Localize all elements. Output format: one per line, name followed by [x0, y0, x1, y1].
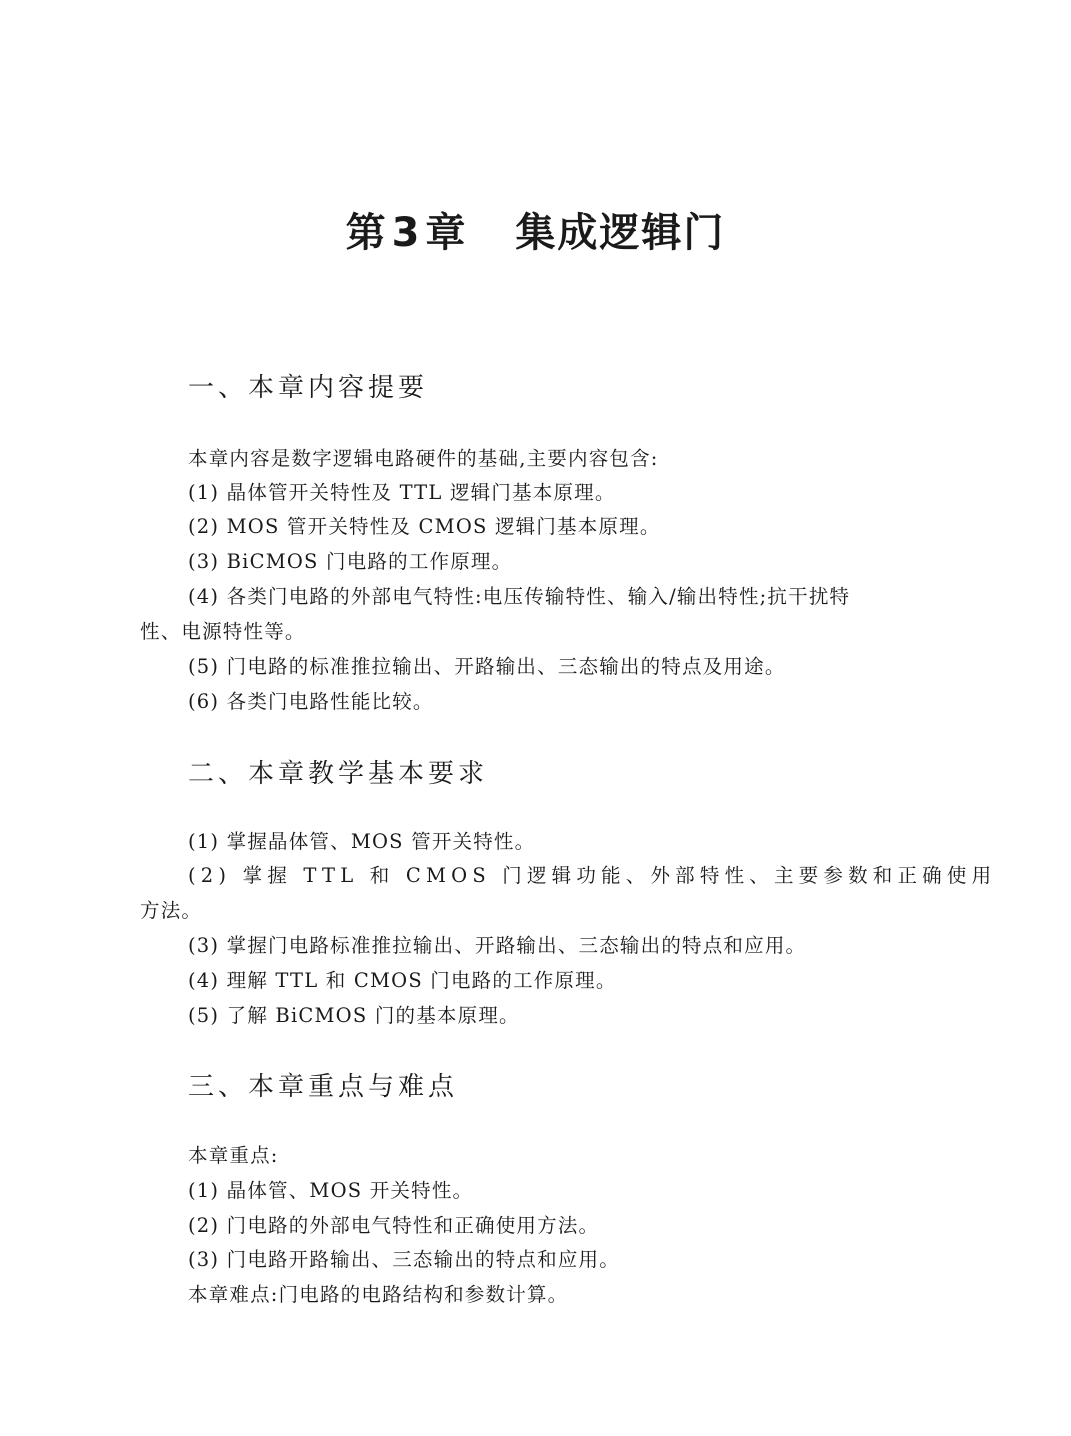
list-item: (5) 门电路的标准推拉输出、开路输出、三态输出的特点及用途。: [188, 655, 786, 678]
chapter-label-prefix: 第: [345, 210, 388, 256]
list-item: (2) 掌握 TTL 和 CMOS 门逻辑功能、外部特性、主要参数和正确使用: [188, 864, 997, 887]
chapter-name: 集成逻辑门: [515, 210, 726, 256]
list-item: (3) BiCMOS 门电路的工作原理。: [188, 550, 513, 573]
list-item: (2) MOS 管开关特性及 CMOS 逻辑门基本原理。: [188, 515, 661, 538]
list-item: (2) 门电路的外部电气特性和正确使用方法。: [188, 1214, 600, 1237]
list-item: (6) 各类门电路性能比较。: [188, 690, 434, 713]
list-item: (4) 理解 TTL 和 CMOS 门电路的工作原理。: [188, 969, 617, 992]
chapter-label-suffix: 章: [425, 210, 468, 256]
section-heading-requirements: 二、本章教学基本要求: [188, 759, 489, 789]
list-item-continuation: 性、电源特性等。: [140, 620, 306, 643]
list-item: (1) 掌握晶体管、MOS 管开关特性。: [188, 830, 536, 853]
list-item: (3) 门电路开路输出、三态输出的特点和应用。: [188, 1248, 620, 1271]
section-heading-key-points: 三、本章重点与难点: [188, 1072, 459, 1102]
list-item: (5) 了解 BiCMOS 门的基本原理。: [188, 1004, 520, 1027]
chapter-number: 3: [391, 210, 422, 256]
chapter-title: [0, 203, 1071, 263]
list-item: (1) 晶体管开关特性及 TTL 逻辑门基本原理。: [188, 481, 616, 504]
list-item: (3) 掌握门电路标准推拉输出、开路输出、三态输出的特点和应用。: [188, 934, 807, 957]
list-item: (4) 各类门电路的外部电气特性:电压传输特性、输入/输出特性;抗干扰特: [188, 585, 851, 608]
list-item-continuation: 方法。: [140, 899, 203, 922]
list-item: (1) 晶体管、MOS 开关特性。: [188, 1179, 474, 1202]
section-intro: 本章内容是数字逻辑电路硬件的基础,主要内容包含:: [188, 447, 659, 470]
difficulty-statement: 本章难点:门电路的电路结构和参数计算。: [188, 1283, 569, 1306]
key-points-label: 本章重点:: [188, 1144, 279, 1167]
section-heading-summary: 一、本章内容提要: [188, 373, 429, 403]
